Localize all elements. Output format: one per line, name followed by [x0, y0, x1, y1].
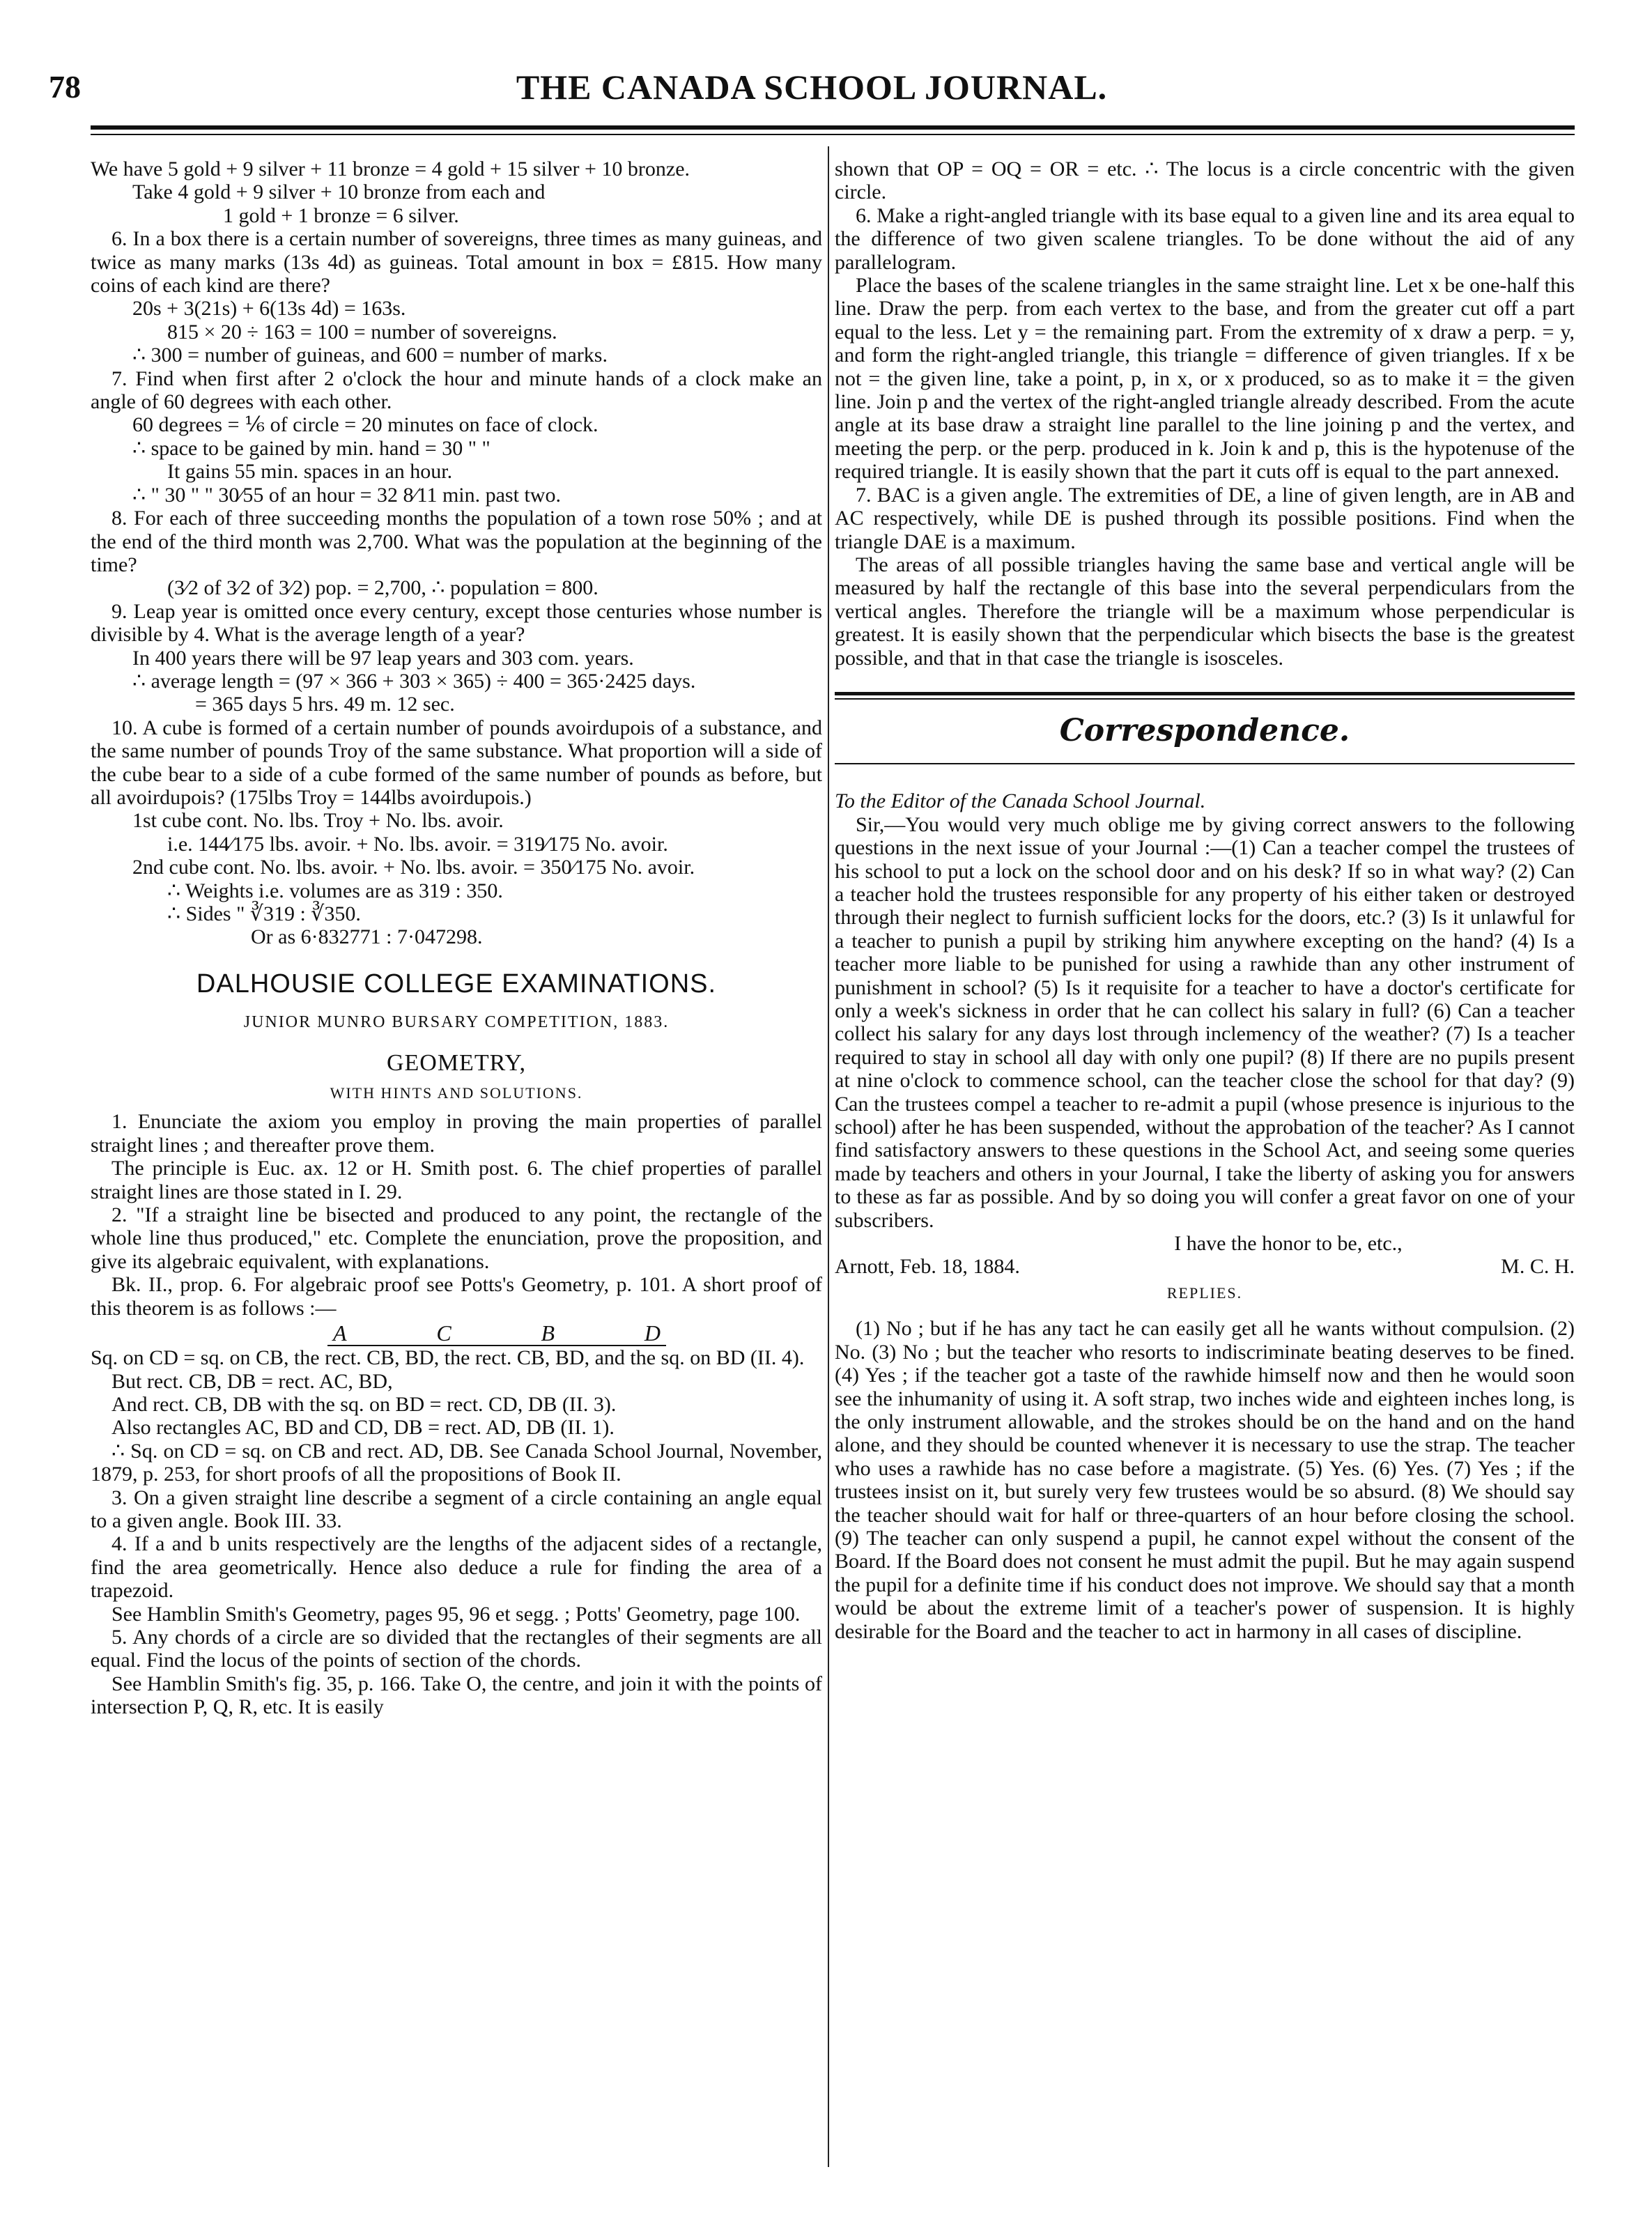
geometry-q7: 7. BAC is a given angle. The extremities of DE, a line of given length, are in AB and AC respectively, while DE is pushed through its possible positions. Find when the triangle DAE is a maximum.	[835, 483, 1575, 553]
page-number: 78	[49, 69, 81, 105]
journal-title: THE CANADA SCHOOL JOURNAL.	[516, 68, 1108, 107]
correspondence-rule-thick	[835, 692, 1575, 695]
q9-line-2: ∴ average length = (97 × 366 + 303 × 365) ÷ 400 = 365·2425 days.	[132, 669, 696, 693]
header-rule-thin	[91, 134, 1575, 135]
diagram-label-d: D	[644, 1320, 661, 1346]
question-10: 10. A cube is formed of a certain number of pounds avoirdupois of a substance, and the same number of pounds Troy of the same substance. What proportion will a side of the cube bear to a side of a cube formed of the same number of pounds as before, but all avoirdupois? (175lbs Troy = 144lbs avoirdupois.)	[91, 716, 822, 809]
diagram-label-c: C	[436, 1320, 451, 1346]
proof-line-1: Sq. on CD = sq. on CB, the rect. CB, BD, the rect. CB, BD, and the sq. on BD (II. 4).	[91, 1346, 805, 1370]
q6-line-1: 20s + 3(21s) + 6(13s 4d) = 163s.	[132, 297, 406, 321]
editor-address: To the Editor of the Canada School Journal.	[835, 789, 1206, 813]
replies-body: (1) No ; but if he has any tact he can easily get all he wants without compulsion. (2) No. (3) No ; but the teacher who resorts to indiscriminate beating deserves to be fined. (4) Yes ; if the teacher got a taste of the rawhide himself now and then he would soon see the inhumanity of using it. A soft strap, two inches wide and eighteen inches long, is the only instrument allowable, and the strokes should be on the hand and on the hand alone, and they should be counted whenever it is necessary to use the strap. The teacher who uses a rawhide has no case before a magistrate. (5) Yes. (6) Yes. (7) Yes ; if the trustees insist on it, but surely very few trustees would be so absurd. (8) We should say the teacher should wait for half or three-quarters of an hour before closing the school. (9) The teacher can only suspend a pupil, he cannot expel without the consent of the Board. If the Board does not consent he must admit the pupil. But he may again suspend the pupil for a definite time if his conduct does not improve. We should say that a month would be about the extreme limit of a teacher's power of suspension. It is highly desirable for the Board and the teacher to act in harmony in all cases of discipline.	[835, 1317, 1575, 1643]
page-header	[49, 63, 1575, 118]
q10-line-2: i.e. 144⁄175 lbs. avoir. + No. lbs. avoir. = 319⁄175 No. avoir.	[167, 832, 668, 856]
q6-line-2: 815 × 20 ÷ 163 = 100 = number of sovereigns.	[167, 320, 557, 344]
geometry-a1: The principle is Euc. ax. 12 or H. Smith post. 6. The chief properties of parallel straight lines are those stated in I. 29.	[91, 1157, 822, 1203]
geometry-a6: Place the bases of the scalene triangles in the same straight line. Let x be one-half this line. Draw the perp. from each vertex to the base, and from the greater cut off a part equal to the less. Let y = the remaining part. From the extremity of x draw a perp. = y, and form the right-angled triangle, this triangle = difference of given triangles. If x be not = the given line, take a point, p, in x, or x produced, so as to make it = the given line. Join p and the vertex of the right-angled triangle already described. From the acute angle at its base draw a straight line parallel to the line joining p and the vertex, and meeting the perp. or the perp. produced in k. Join k and p, this is the hypotenuse of the required triangle. It is easily shown that the part it cuts off is equal to the part annexed.	[835, 274, 1575, 484]
correspondence-title: Correspondence.	[1059, 712, 1350, 748]
geometry-q3: 3. On a given straight line describe a segment of a circle containing an angle equal to a given angle. Book III. 33.	[91, 1486, 822, 1532]
proof-line-3: And rect. CB, DB with the sq. on BD = rect. CD, DB (II. 3).	[111, 1392, 617, 1416]
correspondence-rule-thin	[835, 698, 1575, 700]
replies-heading: REPLIES.	[1166, 1284, 1243, 1302]
q7-line-2: ∴ space to be gained by min. hand = 30 " "	[132, 436, 491, 460]
diagram-label-a: A	[333, 1320, 347, 1346]
right-column	[835, 157, 1575, 1643]
geometry-a5: See Hamblin Smith's fig. 35, p. 166. Take O, the centre, and join it with the points of intersection P, Q, R, etc. It is easily	[91, 1672, 822, 1719]
q10-line-4: ∴ Weights i.e. volumes are as 319 : 350.	[167, 879, 503, 902]
left-column	[91, 157, 822, 1719]
q6-line-3: ∴ 300 = number of guineas, and 600 = number of marks.	[132, 344, 608, 367]
q7-line-3: It gains 55 min. spaces in an hour.	[167, 460, 453, 484]
correspondence-rule-bottom	[835, 763, 1575, 764]
geometry-q2: 2. "If a straight line be bisected and produced to any point, the rectangle of the whole line thus produced," etc. Complete the enunciation, prove the proposition, and give its algebraic equivalent, with explanations.	[91, 1203, 822, 1273]
silver-line-3: 1 gold + 1 bronze = 6 silver.	[223, 203, 459, 227]
q7-line-4: ∴ " 30 " " 30⁄55 of an hour = 32 8⁄11 min. past two.	[132, 483, 561, 507]
proof-line-5: ∴ Sq. on CD = sq. on CB and rect. AD, DB. See Canada School Journal, November, 1879, p. 253, for short proofs of all the propositions of Book II.	[91, 1439, 822, 1486]
q8-line-1: (3⁄2 of 3⁄2 of 3⁄2) pop. = 2,700, ∴ population = 800.	[167, 576, 599, 600]
dalhousie-title: DALHOUSIE COLLEGE EXAMINATIONS.	[196, 969, 717, 999]
geometry-q1: 1. Enunciate the axiom you employ in proving the main properties of parallel straight lines ; and thereafter prove them.	[91, 1110, 822, 1157]
q10-line-5: ∴ Sides " ∛319 : ∛350.	[167, 902, 361, 925]
geometry-a7: The areas of all possible triangles having the same base and vertical angle will be measured by half the rectangle of this base into the several perpendiculars from the vertical angles. Therefore the triangle will be a maximum whose perpendicular is greatest. It is easily shown that the perpendicular which bisects the base is the greatest possible, and that in that case the triangle is isosceles.	[835, 553, 1575, 670]
hints-heading: WITH HINTS AND SOLUTIONS.	[330, 1084, 583, 1102]
letter-body: Sir,—You would very much oblige me by giving correct answers to the following questions in the next issue of your Journal :—(1) Can a teacher compel the trustees of his school to put a lock on the school door and on his desk? If so in what way? (2) Can a teacher hold the trustees responsible for any property of his either taken or destroyed through their neglect to furnish sufficient locks for the doors, etc.? (3) Is it unlawful for a teacher to punish a pupil by striking him anywhere excepting on the hand? (4) Is a teacher more liable to be punished for using a rawhide than any other instrument of punishment in school? (5) Is it requisite for a teacher to have a doctor's certificate for only a week's sickness in order that he can collect his salary in full? (6) Can a teacher collect his salary for any days lost through inclemency of the weather? (7) Is a teacher required to stay in school all day with only one pupil? (8) If there are no pupils present at nine o'clock to commence school, can the teacher close the school for that day? (9) Can the trustees compel a teacher to re-admit a pupil (whose presence is injurious to the school) after he has been suspended, without the approbation of the teacher? As I cannot find satisfactory answers to these questions in the School Act, and seeing some queries made by teachers and others in your Journal, I take the liberty of asking you for answers to these as far as possible. And by so doing you will confer a great favor on one of your subscribers.	[835, 812, 1575, 1232]
letter-sign-row	[835, 1255, 1575, 1278]
q9-line-3: = 365 days 5 hrs. 49 m. 12 sec.	[195, 693, 455, 716]
question-6: 6. In a box there is a certain number of sovereigns, three times as many guineas, and twice as many marks (13s 4d) as guineas. Total amount in box = £815. How many coins of each kind are there?	[91, 227, 822, 298]
letter-place-date: Arnott, Feb. 18, 1884.	[835, 1255, 1020, 1279]
geometry-q5: 5. Any chords of a circle are so divided that the rectangles of their segments are all equal. Find the locus of the points of section of the chords.	[91, 1625, 822, 1672]
q10-line-6: Or as 6·832771 : 7·047298.	[251, 925, 483, 949]
column-divider	[828, 146, 829, 2167]
diagram-label-b: B	[541, 1320, 555, 1346]
q7-line-1: 60 degrees = ⅙ of circle = 20 minutes on face of clock.	[132, 413, 599, 437]
q10-line-3: 2nd cube cont. No. lbs. avoir. + No. lbs. avoir. = 350⁄175 No. avoir.	[132, 856, 695, 879]
question-7: 7. Find when first after 2 o'clock the hour and minute hands of a clock make an angle of 60 degrees with each other.	[91, 367, 822, 414]
geometry-heading: GEOMETRY,	[386, 1049, 527, 1076]
q10-line-1: 1st cube cont. No. lbs. Troy + No. lbs. avoir.	[132, 809, 504, 833]
q9-line-1: In 400 years there will be 97 leap years and 303 com. years.	[132, 646, 634, 670]
geometry-q4: 4. If a and b units respectively are the lengths of the adjacent sides of a rectangle, find the area geometrically. Hence also deduce a rule for finding the area of a trapezoid.	[91, 1532, 822, 1603]
geometry-q6: 6. Make a right-angled triangle with its base equal to a given line and its area equal to the difference of two given scalene triangles. To be done without the aid of any parallelogram.	[835, 203, 1575, 274]
geometry-a4: See Hamblin Smith's Geometry, pages 95, 96 et segg. ; Potts' Geometry, page 100.	[111, 1602, 801, 1626]
geometry-a2: Bk. II., prop. 6. For algebraic proof see Potts's Geometry, p. 101. A short proof of this theorem is as follows :—	[91, 1273, 822, 1320]
silver-line-2: Take 4 gold + 9 silver + 10 bronze from each and	[132, 180, 546, 204]
silver-line-1: We have 5 gold + 9 silver + 11 bronze = 4 gold + 15 silver + 10 bronze.	[91, 157, 690, 180]
question-8: 8. For each of three succeeding months the population of a town rose 50% ; and at the end of the third month was 2,700. What was the population at the beginning of the time?	[91, 507, 822, 576]
line-diagram	[327, 1321, 666, 1346]
header-rule-thick	[91, 125, 1575, 130]
proof-line-4: Also rectangles AC, BD and CD, DB = rect. AD, DB (II. 1).	[111, 1416, 615, 1440]
geometry-a5-cont: shown that OP = OQ = OR = etc. ∴ The locus is a circle concentric with the given circle.	[835, 157, 1575, 204]
proof-line-2: But rect. CB, DB = rect. AC, BD,	[111, 1369, 393, 1393]
dalhousie-subtitle: JUNIOR MUNRO BURSARY COMPETITION, 1883.	[243, 1013, 670, 1032]
letter-closing: I have the honor to be, etc.,	[1174, 1232, 1403, 1256]
question-9: 9. Leap year is omitted once every century, except those centuries whose number is divisible by 4. What is the average length of a year?	[91, 599, 822, 647]
letter-signature: M. C. H.	[1501, 1255, 1575, 1279]
